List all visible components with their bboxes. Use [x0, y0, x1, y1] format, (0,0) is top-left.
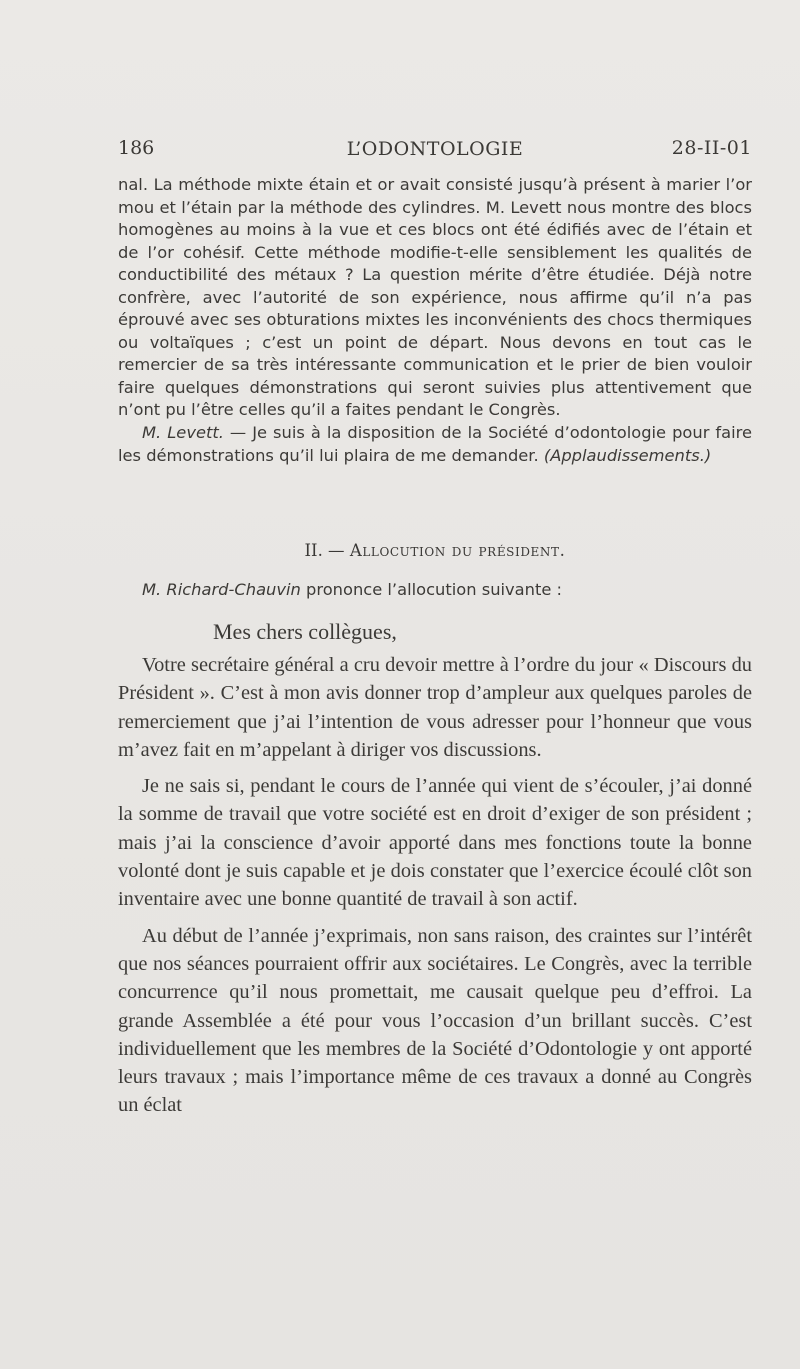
section-number: II. — — [304, 541, 350, 560]
speaker-name: M. Richard-Chauvin — [142, 580, 301, 599]
continued-paragraph: nal. La méthode mixte étain et or avait consisté jusqu’à présent à marier l’or mou et l’étain par la méthode des cylindres. M. Levett nous montre des blocs homogènes au moins à la vue et ces blocs ont été édifiés avec de l’étain et de l’or cohésif. Cette méthode modifie-t-elle sensiblement les qualités de conductibilité des métaux ? La question mérite d’être étudiée. Déjà notre confrère, avec l’autorité de son expérience, nous affirme qu’il n’a pas éprouvé avec ses obturations mixtes les inconvénients des chocs thermiques ou voltaïques ; c’est un point de départ. Nous devons en tout cas le remercier de sa très intéressante communication et le prier de bien vouloir faire quelques démonstrations qui seront suivies plus attentivement que n’ont pu l’être celles qu’il a faites pendant le Congrès. — [118, 175, 752, 420]
reply-text: — Je suis à la disposition de la Société d’odontologie pour faire les démonstrations qu’il lui plaira de me demander. — [118, 423, 752, 465]
applause-note: (Applaudissements.) — [543, 445, 712, 465]
discussion-text — [118, 174, 752, 467]
speech-paragraph: Votre secrétaire général a cru devoir mettre à l’ordre du jour « Discours du Président ». C’est à mon avis donner trop d’ampleur aux quelques paroles de remerciement que j’ai l’intention de vous adresser pour l’honneur que vous m’avez fait en m’appelant à diriger vos discussions. — [118, 654, 752, 761]
speech-text — [118, 651, 752, 1120]
journal-title: L’ODONTOLOGIE — [346, 138, 524, 160]
running-header — [118, 137, 752, 167]
speech-paragraph: Au début de l’année j’exprimais, non sans raison, des craintes sur l’intérêt que nos séances pourraient offrir aux sociétaires. Le Congrès, avec la terrible concurrence qu’il nous promettait, me causait quelque peu d’effroi. La grande Assemblée a été pour vous l’occasion d’un brillant succès. C’est individuellement que les membres de la Société d’Odontologie y ont apporté leurs travaux ; mais l’importance même de ces travaux a donné au Congrès un éclat — [118, 924, 752, 1117]
intro-text: prononce l’allocution suivante : — [300, 580, 563, 599]
issue-date: 28-II-01 — [671, 137, 752, 159]
section-title: Allocution du président. — [349, 541, 566, 560]
page-number: 186 — [118, 137, 155, 159]
levett-reply — [118, 422, 752, 467]
speech-intro — [142, 580, 752, 599]
speech-paragraph: Je ne sais si, pendant le cours de l’année qui vient de s’écouler, j’ai donné la somme de travail que votre société est en droit d’exiger de son président ; mais j’ai la conscience d’avoir apporté dans mes fonctions toute la bonne volonté dont je suis capable et je dois constater que l’exercice écoulé clôt son inventaire avec une bonne quantité de travail à son actif. — [118, 775, 752, 911]
salutation: Mes chers collègues, — [213, 619, 397, 644]
speaker-name: M. Levett. — [142, 423, 224, 443]
section-heading — [118, 541, 752, 560]
